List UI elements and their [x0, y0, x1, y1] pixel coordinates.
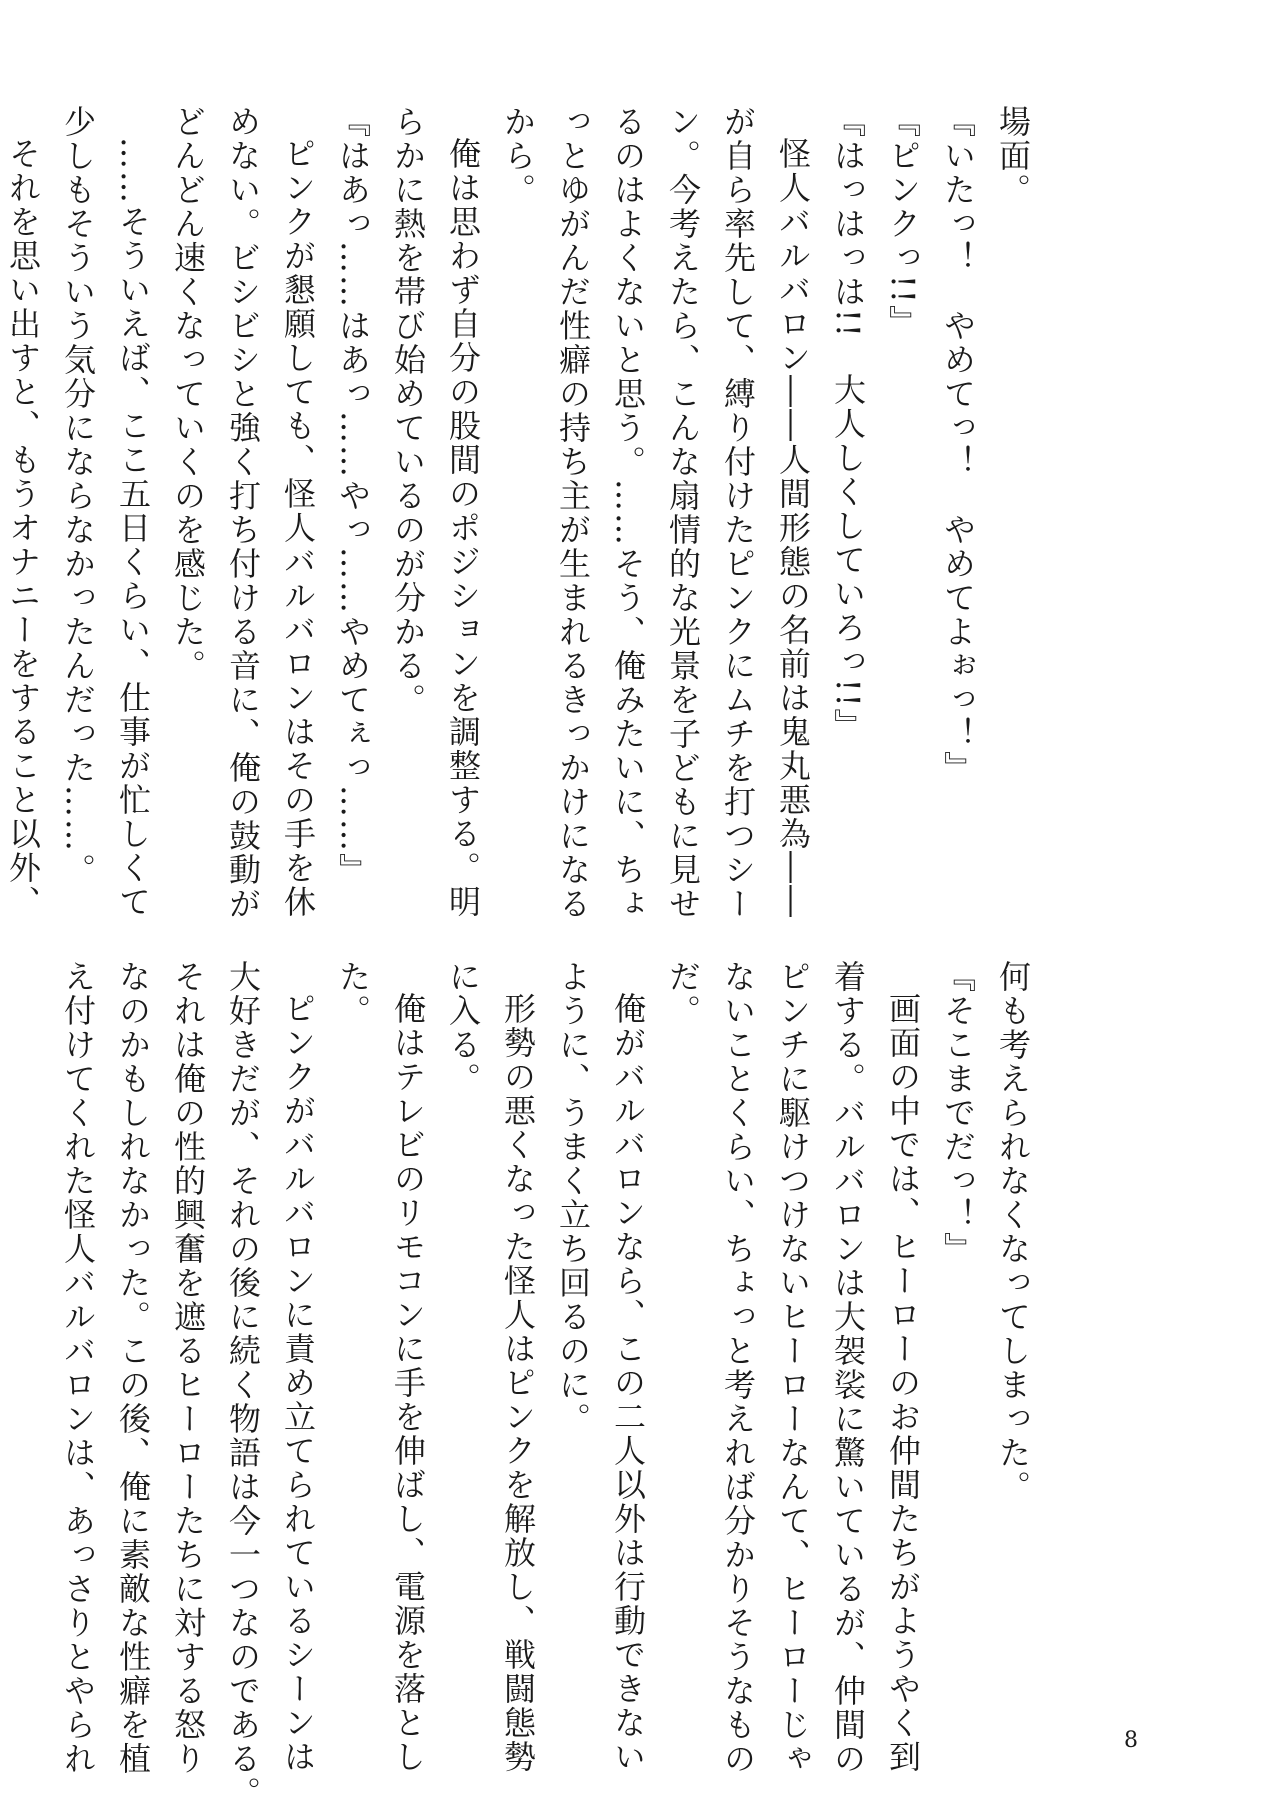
- text-line: に入る。: [444, 960, 482, 1096]
- text-line: 『いたっ！ やめてっ！ やめてよぉっ！』: [939, 105, 977, 785]
- text-line: っとゆがんだ性癖の持ち主が生まれるきっかけになる: [554, 105, 592, 921]
- text-line: ないことくらい、ちょっと考えれば分かりそうなもの: [719, 960, 757, 1776]
- text-line: 場面。: [994, 105, 1032, 207]
- text-line: 『はあっ……はあっ……やっ……やめてぇっ……』: [334, 105, 372, 887]
- text-line: 怪人バルバロン――人間形態の名前は鬼丸悪為――: [774, 137, 812, 919]
- text-line: ように、うまく立ち回るのに。: [554, 960, 592, 1436]
- text-line: から。: [499, 105, 537, 207]
- text-block-top: [0, 105, 1040, 921]
- text-line: 少しもそういう気分にならなかったんだった……。: [59, 105, 97, 887]
- text-line: え付けてくれた怪人バルバロンは、あっさりとやられ: [59, 960, 97, 1776]
- text-line: 画面の中では、ヒーローのお仲間たちがようやく到: [884, 992, 922, 1774]
- text-line: 着する。バルバロンは大袈裟に驚いているが、仲間の: [829, 960, 867, 1776]
- text-line: 形勢の悪くなった怪人はピンクを解放し、戦闘態勢: [499, 992, 537, 1774]
- text-line: それは俺の性的興奮を遮るヒーローたちに対する怒り: [169, 960, 207, 1776]
- page-number: 8: [1124, 1728, 1138, 1753]
- text-line: ピンチに駆けつけないヒーローなんて、ヒーローじゃ: [774, 960, 812, 1776]
- text-line: 俺はテレビのリモコンに手を伸ばし、電源を落とし: [389, 992, 427, 1774]
- text-line: 俺がバルバロンなら、この二人以外は行動できない: [609, 992, 647, 1774]
- text-line: ン。今考えたら、こんな扇情的な光景を子どもに見せ: [664, 105, 702, 921]
- text-line: 俺は思わず自分の股間のポジションを調整する。明: [444, 137, 482, 919]
- text-line: が自ら率先して、縛り付けたピンクにムチを打つシー: [719, 105, 757, 921]
- text-line: ……そういえば、ここ五日くらい、仕事が忙しくて: [114, 137, 152, 919]
- text-line: ピンクがバルバロンに責め立てられているシーンは: [279, 992, 317, 1774]
- text-line: 大好きだが、それの後に続く物語は今一つなのである。: [224, 960, 262, 1810]
- text-line: た。: [334, 960, 372, 1028]
- text-line: それを思い出すと、もうオナニーをすること以外、: [4, 137, 42, 919]
- text-line: どんどん速くなっていくのを感じた。: [169, 105, 207, 683]
- text-block-bottom: [50, 960, 1040, 1810]
- text-line: 『ピンクっ!!』: [884, 105, 922, 339]
- text-line: るのはよくないと思う。……そう、俺みたいに、ちょ: [609, 105, 647, 921]
- text-line: めない。ビシビシと強く打ち付ける音に、俺の鼓動が: [224, 105, 262, 921]
- text-line: 『そこまでだっ！』: [939, 960, 977, 1266]
- text-line: 『はっはっは!! 大人しくしていろっ!!』: [829, 105, 867, 743]
- text-line: なのかもしれなかった。この後、俺に素敵な性癖を植: [114, 960, 152, 1776]
- text-line: ピンクが懇願しても、怪人バルバロンはその手を休: [279, 137, 317, 919]
- text-line: 何も考えられなくなってしまった。: [994, 960, 1032, 1504]
- text-line: だ。: [664, 960, 702, 1028]
- text-line: らかに熱を帯び始めているのが分かる。: [389, 105, 427, 717]
